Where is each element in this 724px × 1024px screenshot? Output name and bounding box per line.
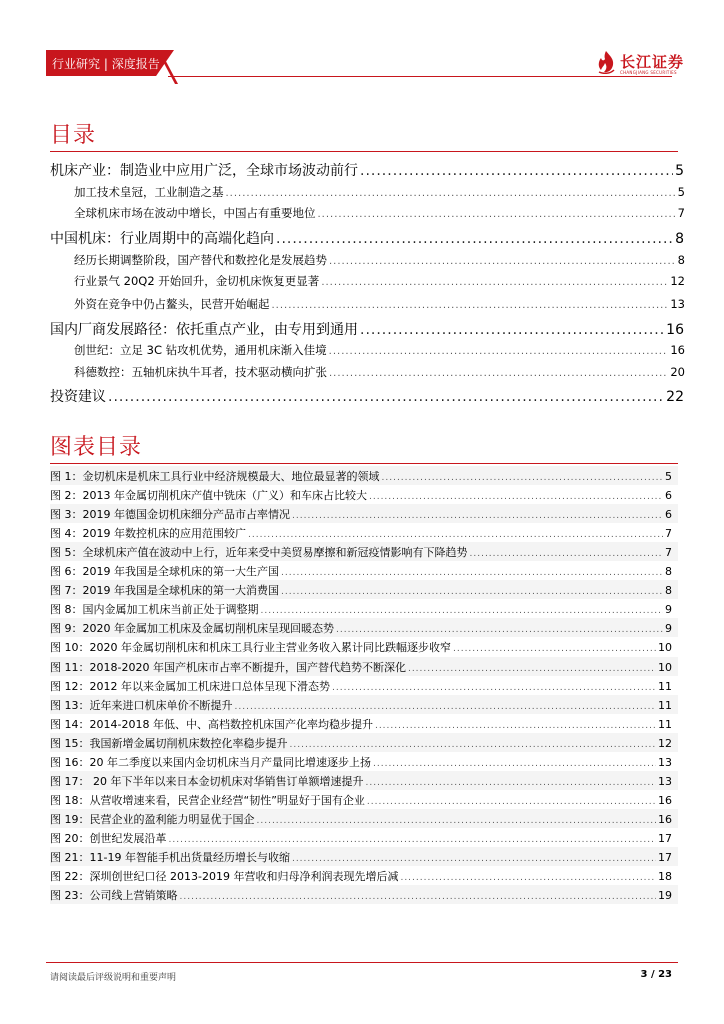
- entry-title: 图 13：近年来进口机床单价不断提升: [50, 699, 233, 712]
- dot-leader: [453, 644, 656, 654]
- entry-page-number: 20: [670, 365, 685, 379]
- figure-list-item[interactable]: [0, 830, 672, 846]
- entry-page-number: 8: [677, 253, 685, 267]
- entry-title: 科德数控：五轴机床执牛耳者，技术驱动横向扩张: [74, 365, 327, 379]
- entry-page-number: 11: [658, 680, 672, 693]
- entry-title: 图 2：2013 年金属切削机床产值中铣床（广义）和车床占比较大: [50, 489, 367, 502]
- dot-leader: [329, 256, 676, 267]
- entry-page-number: 5: [677, 185, 685, 199]
- footer-disclaimer: 请阅读最后评级说明和重要声明: [50, 973, 177, 983]
- header-breadcrumb: [52, 55, 160, 72]
- dot-leader: [290, 740, 657, 750]
- entry-page-number: 16: [666, 322, 684, 338]
- dot-leader: [382, 473, 664, 483]
- dot-leader: [226, 188, 676, 199]
- figure-list-item[interactable]: [0, 773, 672, 789]
- entry-page-number: 19: [658, 889, 672, 902]
- entry-page-number: 17: [658, 851, 672, 864]
- entry-page-number: 9: [665, 603, 672, 616]
- entry-page-number: 8: [675, 231, 684, 247]
- dot-leader: [329, 368, 668, 379]
- entry-title: 图 18：从营收增速来看，民营企业经营“韧性”明显好于国有企业: [50, 794, 365, 807]
- entry-title: 图 8：国内金属加工机床当前正处于调整期: [50, 603, 259, 616]
- entry-page-number: 10: [658, 641, 672, 654]
- entry-page-number: 7: [677, 206, 685, 220]
- figure-list-item[interactable]: [0, 887, 672, 903]
- entry-page-number: 13: [670, 297, 685, 311]
- entry-title: 图 14：2014-2018 年低、中、高档数控机床国产化率均稳步提升: [50, 718, 373, 731]
- dot-leader: [235, 702, 657, 712]
- dot-leader: [400, 873, 656, 883]
- toc-title-rule: [50, 151, 678, 152]
- entry-page-number: 17: [658, 832, 672, 845]
- entry-title: 经历长期调整阶段，国产替代和数控化是发展趋势: [74, 253, 327, 267]
- entry-page-number: 11: [658, 699, 672, 712]
- dot-leader: [169, 835, 657, 845]
- dot-leader: [281, 568, 663, 578]
- entry-title: 图 23：公司线上营销策略: [50, 889, 178, 902]
- figure-list-item[interactable]: [0, 792, 672, 808]
- dot-leader: [321, 277, 668, 288]
- entry-title: 国内厂商发展路径：依托重点产业，由专用到通用: [50, 322, 358, 338]
- brand-name: 长江证券: [620, 53, 685, 71]
- figures-title: 图表目录: [50, 435, 143, 460]
- figure-list-item[interactable]: [0, 506, 672, 522]
- toc-title: 目录: [50, 123, 97, 148]
- dot-leader: [281, 587, 663, 597]
- figure-list-item[interactable]: [0, 678, 672, 694]
- figure-list-item[interactable]: [0, 487, 672, 503]
- entry-title: 投资建议: [50, 389, 106, 405]
- dot-leader: [261, 606, 664, 616]
- figure-list-item[interactable]: [0, 525, 672, 541]
- entry-title: 图 5：全球机床产值在波动中上行，近年来受中美贸易摩擦和新冠疫情影响有下降趋势: [50, 546, 468, 559]
- figure-list-item[interactable]: [0, 563, 672, 579]
- dot-leader: [276, 231, 673, 247]
- entry-title: 创世纪：立足 3C 钻攻机优势，通用机床渐入佳境: [74, 343, 327, 357]
- toc-chapter-item[interactable]: [0, 386, 684, 406]
- entry-page-number: 6: [665, 508, 672, 521]
- entry-page-number: 9: [665, 622, 672, 635]
- figure-list-item[interactable]: [0, 601, 672, 617]
- dot-leader: [470, 549, 664, 559]
- entry-title: 图 16：20 年二季度以来国内金切机床当月产量同比增速逐步上扬: [50, 756, 371, 769]
- entry-page-number: 6: [665, 489, 672, 502]
- figure-list-item[interactable]: [0, 544, 672, 560]
- entry-title: 图 7：2019 年我国是全球机床的第一大消费国: [50, 584, 279, 597]
- dot-leader: [108, 389, 664, 405]
- entry-page-number: 13: [658, 775, 672, 788]
- entry-title: 全球机床市场在波动中增长，中国占有重要地位: [74, 206, 316, 220]
- header-category[interactable]: 行业研究: [52, 57, 101, 71]
- dot-leader: [360, 163, 673, 179]
- entry-title: 图 12：2012 年以来金属加工机床进口总体呈现下滑态势: [50, 680, 330, 693]
- entry-page-number: 16: [658, 813, 672, 826]
- toc-section-item[interactable]: [0, 273, 685, 289]
- figure-list-item[interactable]: [0, 697, 672, 713]
- figure-list-item[interactable]: [0, 754, 672, 770]
- entry-page-number: 7: [665, 546, 672, 559]
- entry-page-number: 22: [666, 389, 684, 405]
- header-subcategory[interactable]: 深度报告: [111, 57, 160, 71]
- entry-page-number: 8: [665, 565, 672, 578]
- entry-page-number: 16: [658, 794, 672, 807]
- entry-title: 中国机床：行业周期中的高端化趋向: [50, 231, 274, 247]
- dot-leader: [292, 854, 656, 864]
- dot-leader: [367, 797, 656, 807]
- figure-list-item[interactable]: [0, 716, 672, 732]
- dot-leader: [375, 721, 656, 731]
- toc-section-item[interactable]: [0, 364, 685, 380]
- entry-page-number: 8: [665, 584, 672, 597]
- toc-chapter-item[interactable]: [0, 228, 684, 248]
- entry-title: 行业景气 20Q2 开始回升，金切机床恢复更显著: [74, 274, 320, 288]
- toc-chapter-item[interactable]: [0, 160, 684, 180]
- figure-list-item[interactable]: [0, 735, 672, 751]
- brand-flame-icon: [596, 50, 616, 74]
- entry-title: 图 17： 20 年下半年以来日本金切机床对华销售订单额增速提升: [50, 775, 364, 788]
- toc-section-item[interactable]: [0, 252, 685, 268]
- entry-title: 图 3：2019 年德国金切机床细分产品市占率情况: [50, 508, 290, 521]
- entry-title: 图 21：11-19 年智能手机出货量经历增长与收缩: [50, 851, 290, 864]
- dot-leader: [369, 492, 663, 502]
- dot-leader: [365, 778, 656, 788]
- dot-leader: [336, 625, 663, 635]
- entry-title: 图 6：2019 年我国是全球机床的第一大生产国: [50, 565, 279, 578]
- toc-section-item[interactable]: [0, 342, 685, 358]
- brand-name-en: CHANGJIANG SECURITIES: [620, 70, 677, 75]
- dot-leader: [332, 683, 656, 693]
- dot-leader: [329, 346, 669, 357]
- dot-leader: [318, 209, 676, 220]
- figure-list-item[interactable]: [0, 659, 672, 675]
- brand-logo: [596, 48, 685, 78]
- dot-leader: [292, 511, 663, 521]
- entry-title: 图 19：民营企业的盈利能力明显优于国企: [50, 813, 255, 826]
- dot-leader: [408, 664, 656, 674]
- dot-leader: [248, 530, 663, 540]
- dot-leader: [180, 892, 657, 902]
- entry-title: 外资在竞争中仍占鳌头，民营开始崛起: [74, 297, 270, 311]
- entry-title: 图 1：金切机床是机床工具行业中经济规模最大、地位最显著的领域: [50, 470, 380, 483]
- entry-title: 图 22：深圳创世纪口径 2013-2019 年营收和归母净利润表现先增后减: [50, 870, 399, 883]
- toc-section-item[interactable]: [0, 205, 685, 221]
- footer-rule: [46, 962, 678, 963]
- entry-page-number: 10: [658, 661, 672, 674]
- figure-list-item[interactable]: [0, 849, 672, 865]
- entry-page-number: 18: [658, 870, 672, 883]
- entry-page-number: 12: [670, 274, 685, 288]
- entry-page-number: 16: [670, 343, 685, 357]
- entry-title: 图 15：我国新增金属切削机床数控化率稳步提升: [50, 737, 288, 750]
- entry-page-number: 11: [658, 718, 672, 731]
- figure-list-item[interactable]: [0, 868, 672, 884]
- entry-title: 图 20：创世纪发展沿革: [50, 832, 167, 845]
- figure-list-item[interactable]: [0, 582, 672, 598]
- entry-title: 机床产业：制造业中应用广泛，全球市场波动前行: [50, 163, 358, 179]
- entry-page-number: 5: [675, 163, 684, 179]
- entry-page-number: 13: [658, 756, 672, 769]
- page-number: 3 / 23: [640, 969, 672, 980]
- header-separator: |: [103, 57, 108, 71]
- entry-title: 加工技术皇冠，工业制造之基: [74, 185, 224, 199]
- entry-page-number: 12: [658, 737, 672, 750]
- dot-leader: [272, 300, 669, 311]
- entry-title: 图 4：2019 年数控机床的应用范围较广: [50, 527, 246, 540]
- figures-title-rule: [50, 463, 678, 464]
- dot-leader: [360, 322, 664, 338]
- entry-title: 图 11：2018-2020 年国产机床市占率不断提升，国产替代趋势不断深化: [50, 661, 406, 674]
- entry-page-number: 5: [665, 470, 672, 483]
- toc-chapter-item[interactable]: [0, 319, 684, 339]
- dot-leader: [373, 759, 656, 769]
- figure-list-item[interactable]: [0, 639, 672, 655]
- figure-list-item[interactable]: [0, 811, 672, 827]
- figure-list-item[interactable]: [0, 468, 672, 484]
- toc-section-item[interactable]: [0, 296, 685, 312]
- entry-title: 图 9：2020 年金属加工机床及金属切削机床呈现回暖态势: [50, 622, 334, 635]
- figure-list-item[interactable]: [0, 620, 672, 636]
- entry-title: 图 10：2020 年金属切削机床和机床工具行业主营业务收入累计同比跌幅逐步收窄: [50, 641, 451, 654]
- toc-section-item[interactable]: [0, 184, 685, 200]
- entry-page-number: 7: [665, 527, 672, 540]
- dot-leader: [257, 816, 657, 826]
